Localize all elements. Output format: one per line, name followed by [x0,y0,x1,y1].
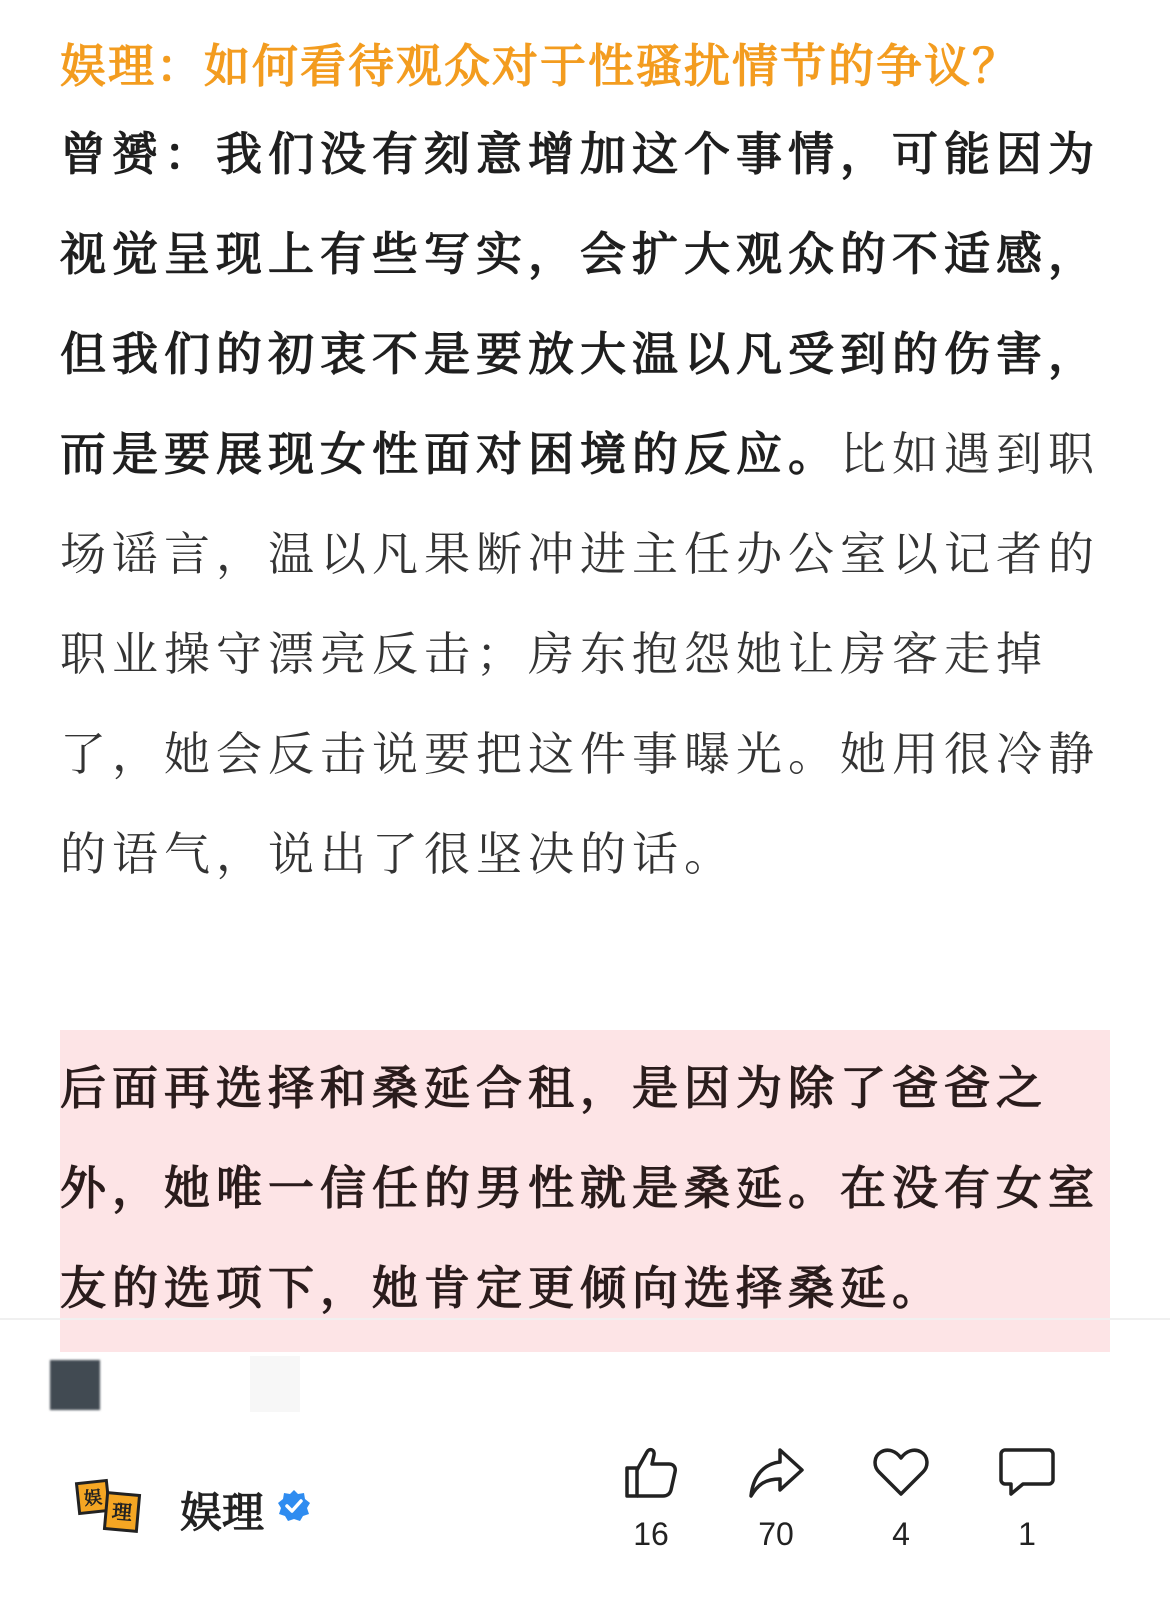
article-body [60,28,1110,904]
question-heading: 娱理：如何看待观众对于性骚扰情节的争议？ [60,39,1020,93]
comment-count: 1 [1018,1516,1036,1552]
heart-icon [871,1442,931,1502]
share-count: 70 [758,1516,794,1552]
comment-button[interactable] [982,1442,1072,1553]
verified-badge-icon [276,1488,312,1524]
like-button[interactable] [606,1442,696,1553]
thumbs-up-icon [621,1442,681,1502]
highlighted-quote [60,1030,1110,1352]
favorite-count: 4 [892,1516,910,1552]
account-name[interactable]: 娱理 [180,1488,265,1537]
comment-bubble-icon [997,1442,1057,1502]
account-avatar[interactable] [74,1474,144,1544]
account-logo-icon [74,1474,144,1544]
highlighted-quote-text: 后面再选择和桑延合租，是因为除了爸爸之外，她唯一信任的男性就是桑延。在没有女室友的选项下，她肯定更倾向选择桑延。 [60,1061,1100,1315]
bottom-action-bar [0,1430,1170,1610]
blurred-thumbnail-secondary [250,1356,300,1412]
answer-bold-text: 曾赟：我们没有刻意增加这个事情，可能因为视觉呈现上有些写实，会扩大观众的不适感，但我们的初衷不是要放大温以凡受到的伤害，而是要展现女性面对困境的反应。 [60,127,1100,481]
divider [0,1318,1170,1320]
share-button[interactable] [731,1442,821,1553]
svg-text:理: 理 [110,1499,134,1525]
answer-normal-text: 比如遇到职场谣言，温以凡果断冲进主任办公室以记者的职业操守漂亮反击；房东抱怨她让房客走掉了，她会反击说要把这件事曝光。她用很冷静的语气，说出了很坚决的话。 [60,427,1100,881]
blurred-thumbnail [50,1360,100,1410]
answer-paragraph [60,104,1110,904]
favorite-button[interactable] [856,1442,946,1553]
like-count: 16 [633,1516,669,1552]
svg-text:娱: 娱 [83,1487,104,1510]
share-arrow-icon [746,1442,806,1502]
